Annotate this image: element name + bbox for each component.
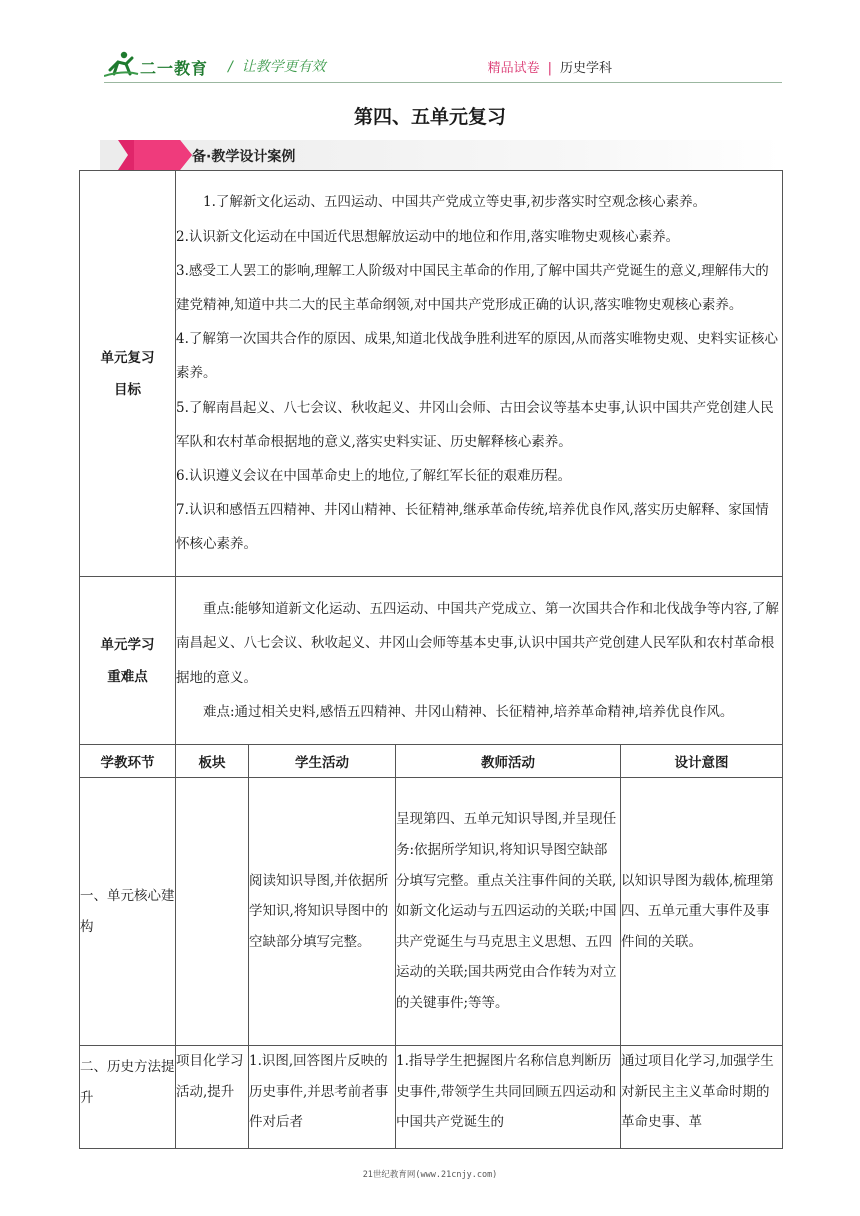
column-header: 学生活动 xyxy=(249,745,396,778)
design-intent-cell: 以知识导图为载体,梳理第四、五单元重大事件及事件间的关联。 xyxy=(621,778,783,1046)
header-tag: 精品试卷 xyxy=(487,61,540,76)
slogan-slash: / xyxy=(228,59,233,75)
header-divider xyxy=(104,82,782,83)
design-intent-text: 通过项目化学习,加强学生对新民主主义革命时期的革命史事、革 xyxy=(621,1053,774,1131)
table-row xyxy=(80,1046,783,1149)
brand-name: 二一教育 xyxy=(140,59,209,78)
goal-item: 5.了解南昌起义、八七会议、秋收起义、井冈山会师、古田会议等基本史事,认识中国共产党创建人民军队和农村革命根据地的意义,落实史料实证、历史解释核心素养。 xyxy=(176,399,774,450)
column-header: 学教环节 xyxy=(80,745,176,778)
column-header: 设计意图 xyxy=(621,745,783,778)
goals-label-line1: 单元复习 xyxy=(100,349,155,366)
goals-row xyxy=(80,171,783,577)
brand-slogan xyxy=(228,56,326,76)
block-cell xyxy=(176,1046,249,1149)
goal-item: 1.了解新文化运动、五四运动、中国共产党成立等史事,初步落实时空观念核心素养。 xyxy=(203,194,707,211)
block-cell xyxy=(176,778,249,1046)
table-row xyxy=(80,778,783,1046)
keypoints-label-line1: 单元学习 xyxy=(100,636,155,653)
section-bar-pink-accent xyxy=(118,140,192,170)
student-activity-cell xyxy=(249,1046,396,1149)
key-point: 重点:能够知道新文化运动、五四运动、中国共产党成立、第一次国共合作和北伐战争等内容,了解南昌起义、八七会议、秋收起义、井冈山会师等基本史事,认识中国共产党创建人民军队和农村革命根据地的意义。 xyxy=(176,601,779,686)
design-intent-cell xyxy=(621,1046,783,1149)
column-header: 教师活动 xyxy=(396,745,621,778)
student-activity-cell: 阅读知识导图,并依据所学知识,将知识导图中的空缺部分填写完整。 xyxy=(249,778,396,1046)
keypoints-content xyxy=(176,577,783,745)
goals-label-line2: 目标 xyxy=(114,381,141,398)
student-activity-text: 1.识图,回答图片反映的历史事件,并思考前者事件对后者 xyxy=(249,1053,389,1131)
teacher-activity-text: 1.指导学生把握图片名称信息判断历史事件,带领学生共同回顾五四运动和中国共产党诞生的 xyxy=(396,1053,617,1131)
header-subject: 历史学科 xyxy=(559,61,612,76)
difficult-point: 难点:通过相关史料,感悟五四精神、井冈山精神、长征精神,培养革命精神,培养优良作风。 xyxy=(203,703,734,720)
lesson-plan-table xyxy=(79,170,783,1149)
page-footer: 21世纪教育网(www.21cnjy.com) xyxy=(362,1170,498,1180)
section-label: 备·教学设计案例 xyxy=(192,149,296,165)
stage-text: 二、历史方法提升 xyxy=(80,1059,175,1106)
goal-item: 2.认识新文化运动在中国近代思想解放运动中的地位和作用,落实唯物史观核心素养。 xyxy=(176,228,680,245)
table-header-row xyxy=(80,745,783,778)
page-header xyxy=(0,0,860,80)
stage-cell: 一、单元核心建构 xyxy=(80,778,176,1046)
goal-item: 6.认识遵义会议在中国革命史上的地位,了解红军长征的艰难历程。 xyxy=(176,468,572,484)
column-header: 板块 xyxy=(176,745,249,778)
slogan-text: 让教学更有效 xyxy=(241,59,326,75)
teacher-activity-cell: 呈现第四、五单元知识导图,并呈现任务:依据所学知识,将知识导图空缺部分填写完整。重点关注事件间的关联,如新文化运动与五四运动的关联;中国共产党诞生与马克思主义思想、五四运动的关联;国共两党由合作转为对立的关键事件;等等。 xyxy=(396,778,621,1046)
teacher-activity-cell xyxy=(396,1046,621,1149)
stage-cell xyxy=(80,1046,176,1149)
section-bar xyxy=(100,140,782,170)
goals-label xyxy=(80,171,176,577)
keypoints-label xyxy=(80,577,176,745)
goal-item: 7.认识和感悟五四精神、井冈山精神、长征精神,继承革命传统,培养优良作风,落实历史解释、家国情怀核心素养。 xyxy=(176,502,769,553)
goal-item: 4.了解第一次国共合作的原因、成果,知道北伐战争胜利进军的原因,从而落实唯物史观、史料实证核心素养。 xyxy=(176,331,778,382)
goal-item: 3.感受工人罢工的影响,理解工人阶级对中国民主革命的作用,了解中国共产党诞生的意义,理解伟大的建党精神,知道中共二大的民主革命纲领,对中国共产党形成正确的认识,落实唯物史观核心素养。 xyxy=(176,262,769,313)
header-separator: | xyxy=(547,61,552,76)
keypoints-row xyxy=(80,577,783,745)
page-title: 第四、五单元复习 xyxy=(353,106,506,128)
block-text: 项目化学习活动,提升 xyxy=(176,1053,244,1100)
keypoints-label-line2: 重难点 xyxy=(107,668,148,685)
header-right xyxy=(488,57,612,76)
goals-content xyxy=(176,171,783,577)
